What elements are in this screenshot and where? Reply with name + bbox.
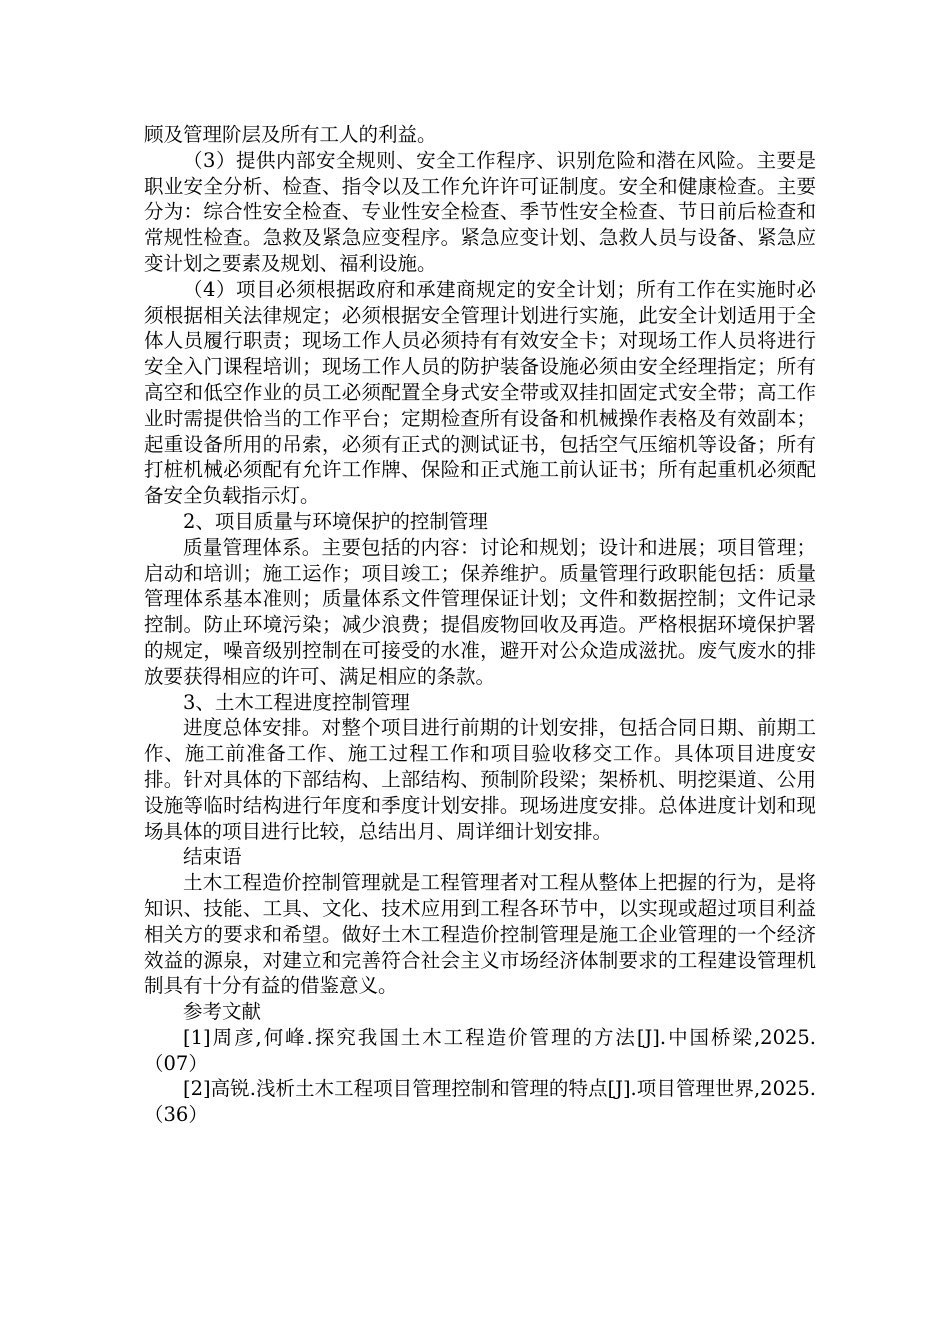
document-body — [144, 122, 816, 1128]
reference-item-1: [1]周彦,何峰.探究我国土木工程造价管理的方法[J].中国桥梁,2025.（07） — [144, 1025, 816, 1075]
reference-item-2: [2]高锐.浅析土木工程项目管理控制和管理的特点[J].项目管理世界,2025.（36） — [144, 1077, 816, 1127]
paragraph-conclusion: 土木工程造价控制管理就是工程管理者对工程从整体上把握的行为，是将知识、技能、工具、文化、技术应用到工程各环节中，以实现或超过项目利益相关方的要求和希望。做好土木工程造价控制管理是施工企业管理的一个经济效益的源泉，对建立和完善符合社会主义市场经济体制要求的工程建设管理机制具有十分有益的借鉴意义。 — [144, 871, 816, 998]
section-heading-conclusion: 结束语 — [183, 845, 242, 869]
paragraph-quality-system: 质量管理体系。主要包括的内容：讨论和规划；设计和进展；项目管理；启动和培训；施工运作；项目竣工；保养维护。质量管理行政职能包括：质量管理体系基本准则；质量体系文件管理保证计划；文件和数据控制；文件记录控制。防止环境污染；减少浪费；提倡废物回收及再造。严格根据环境保护署的规定，噪音级别控制在可接受的水准，避开对公众造成滋扰。废气废水的排放要获得相应的许可、满足相应的条款。 — [144, 535, 816, 688]
paragraph-schedule: 进度总体安排。对整个项目进行前期的计划安排，包括合同日期、前期工作、施工前准备工作、施工过程工作和项目验收移交工作。具体项目进度安排。针对具体的下部结构、上部结构、预制阶段梁；架桥机、明挖渠道、公用设施等临时结构进行年度和季度计划安排。现场进度安排。总体进度计划和现场具体的项目进行比较，总结出月、周详细计划安排。 — [144, 716, 816, 843]
paragraph-safety-plan: （4）项目必须根据政府和承建商规定的安全计划；所有工作在实施时必须根据相关法律规定；必须根据安全管理计划进行实施，此安全计划适用于全体人员履行职责；现场工作人员必须持有有效安全卡；对现场工作人员将进行安全入门课程培训；现场工作人员的防护装备设施必须由安全经理指定；所有高空和低空作业的员工必须配置全身式安全带或双挂扣固定式安全带；高工作业时需提供恰当的工作平台；定期检查所有设备和机械操作表格及有效副本；起重设备所用的吊索，必须有正式的测试证书，包括空气压缩机等设备；所有打桩机械必须配有允许工作牌、保险和正式施工前认证书；所有起重机必须配备安全负载指示灯。 — [144, 277, 816, 508]
section-heading-schedule: 3、土木工程进度控制管理 — [183, 690, 410, 714]
paragraph-safety-rules: （3）提供内部安全规则、安全工作程序、识别危险和潜在风险。主要是职业安全分析、检查、指令以及工作允许许可证制度。安全和健康检查。主要分为：综合性安全检查、专业性安全检查、季节性安全检查、节日前后检查和常规性检查。急救及紧急应变程序。紧急应变计划、急救人员与设备、紧急应变计划之要素及规划、福利设施。 — [144, 148, 816, 275]
section-heading-quality: 2、项目质量与环境保护的控制管理 — [183, 509, 488, 533]
section-heading-references: 参考文献 — [183, 1000, 262, 1024]
paragraph-intro-continuation: 顾及管理阶层及所有工人的利益。 — [144, 123, 437, 146]
